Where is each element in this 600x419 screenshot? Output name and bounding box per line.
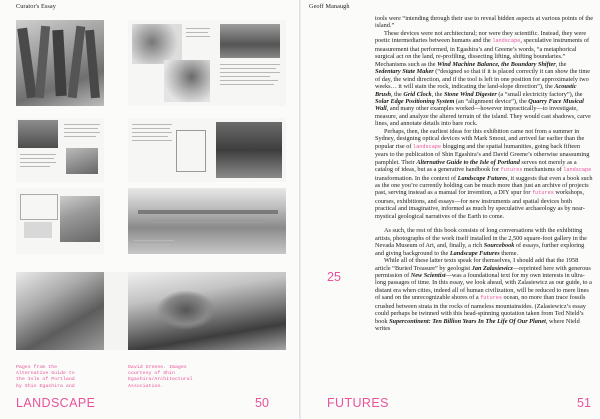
- text-run: (“designed so that if it is placed correctly it can show the time of day, the wind direction, and if the tool is left in one position for approximately two weeks… it will stain the rock, indicating the land-slope direction”), the: [375, 68, 591, 91]
- running-head-left: Curator's Essay: [16, 3, 56, 10]
- text-run: tools were “intending through their use to reveal hidden aspects at various points of the island.”: [375, 15, 593, 30]
- highlight-word: landscape: [563, 167, 592, 174]
- highlight-word: futures: [532, 190, 554, 197]
- text-run: As such, the rest of this book consists of long conversations with the exhibiting artists, photographs of the work itself installed in the 2,500 square-foot gallery in the Nevada Museum of Art, and, finally, a rich: [375, 227, 587, 250]
- text-run: (an “alignment device”), the: [454, 97, 529, 105]
- italic-title: Jan Zalasiewicz: [471, 264, 513, 272]
- essay-paragraph: [375, 227, 593, 257]
- italic-title: Landscape Futures: [457, 174, 508, 182]
- text-run: , where Nield writes: [375, 317, 580, 333]
- section-number: 25: [327, 270, 341, 284]
- text-run: serves not merely as a catalog of ideas, but as a generative handbook for: [375, 158, 577, 174]
- right-page: [301, 0, 600, 419]
- italic-title: New Scientist: [410, 271, 446, 279]
- essay-paragraph: [375, 257, 593, 333]
- thumbnail-photo-quarry: [128, 188, 286, 254]
- text-run: , the: [391, 90, 404, 98]
- essay-paragraph: [375, 128, 593, 220]
- essay-body: [375, 15, 593, 333]
- thumbnail-photo-rocks-text: [214, 20, 286, 106]
- thumbnail-text-drawing-spread: [128, 118, 286, 182]
- text-run: These devices were not architectural; nor were they scientific. Instead, they were poetic intermediaries between humans and the: [375, 29, 587, 45]
- italic-title: Sedentary State Maker: [375, 68, 434, 76]
- italic-title: Sourcebook: [483, 242, 515, 250]
- text-run: ocean, no more than trace fossils crushed between strata in the rocks of nameless mountainsides. (Zalasiewicz’s essay could perhaps be twinned with this head-spinning quotation taken from Ted Nield’s book: [375, 294, 586, 325]
- italic-title: Landscape Futures: [449, 249, 500, 257]
- left-page: [0, 0, 299, 419]
- text-run: , the: [431, 90, 444, 98]
- italic-title: Alternative Guide to the Isle of Portland: [416, 158, 520, 166]
- footer-word-left: LANDSCAPE: [16, 396, 96, 410]
- text-run: , it suggests that even a book such as the one you’re currently holding can be much more than just an archive of projects past, serving instead as a manual for invention, a DIY spur for: [375, 174, 593, 197]
- italic-title: Supercontinent: Ten Billion Years In The Life Of Our Planet: [389, 317, 546, 325]
- page-number-left: 50: [255, 396, 269, 410]
- footer-word-right: FUTURES: [327, 396, 389, 410]
- text-run: —reprinted here with generous permission of: [375, 264, 591, 279]
- text-run: workshops, courses, exhibitions, and essays—for new instruments and spatial devices both practical and imaginative, informed as much by speculative archaeology as by near-mystical geological narratives of the Earth to come.: [375, 189, 585, 220]
- essay-paragraph: [375, 15, 593, 30]
- essay-paragraph: [375, 30, 593, 128]
- text-run: , speculative instruments of measurement that performed, in Egashira’s and Greene’s words, “a metaphorical surgical act on the land, re-profiling, dissecting lifting, shifting boundaries.” Mechanisms such as the: [375, 37, 590, 68]
- caption-left-col1: Pages from the Alternative Guide to the Isle of Portland by Shin Egashira and: [16, 365, 75, 389]
- thumbnail-photo-stones-text: [16, 118, 104, 182]
- thumbnail-photo-bricks: [16, 20, 104, 106]
- page-number-right: 51: [577, 396, 591, 410]
- text-run: (a “small electricity factory”), the: [496, 90, 583, 98]
- italic-title: Stone Wind Digester: [443, 90, 497, 98]
- thumbnail-photo-landscape-spread: [16, 188, 104, 254]
- text-run: —was a foundational text for my own interests in ultra-long passages of time. In this essay, we look ahead, with Zalasiewicz as our guide, to a distant era when cities, indeed all of human civilization, will be reduced to mere lines of sand on the unrecognizable shores of a: [375, 271, 592, 302]
- italic-title: Wind Machine Balance, the Boundary Shifter: [437, 60, 556, 68]
- text-run: mechanisms of: [522, 166, 564, 174]
- thumbnail-photo-stone-face: [16, 272, 286, 350]
- text-run: Perhaps, then, the earliest ideas for this exhibition came not from a summer in Sydney, designing optical devices with Mark Smout, and arrived far earlier than the popular rise of: [375, 127, 585, 150]
- running-head-right: Geoff Manaugh: [309, 3, 350, 10]
- highlight-word: landscape: [413, 143, 442, 150]
- highlight-word: futures: [500, 167, 523, 174]
- italic-title: Quarry Face Musical Wall: [375, 97, 584, 113]
- text-run: transformation. In the context of: [375, 174, 458, 182]
- caption-left-col2: David Greene. Images courtesy of Shin Egashira/Architectural Association.: [128, 365, 193, 389]
- italic-title: Solar Edge Positioning System: [375, 97, 455, 105]
- italic-title: Grid Clock: [403, 90, 432, 98]
- text-run: blogging and the spatial humanities, going back fifteen years to the publication of Shin Egashira’s and David Greene’s otherwise unassuming pamphlet. Their: [375, 142, 590, 166]
- thumbnail-photo-rock-drawings: [128, 20, 214, 106]
- text-run: While all of these latter texts speak for themselves, I should add that the 1958 article “Buried Treasure” by geologist: [375, 257, 579, 272]
- highlight-word: futures: [480, 295, 502, 302]
- text-run: theme.: [499, 249, 519, 257]
- text-run: , and many other examples worked—however impractically—to investigate, measure, and analyze the altered terrain of the island. They would cast shadows, carve lines, and annotate details into bare rock.: [375, 105, 591, 128]
- text-run: of essays, further exploring and giving background to the: [375, 242, 585, 257]
- highlight-word: landscape: [492, 38, 521, 45]
- text-run: , the: [555, 60, 567, 68]
- italic-title: Acoustic Brush: [375, 83, 577, 98]
